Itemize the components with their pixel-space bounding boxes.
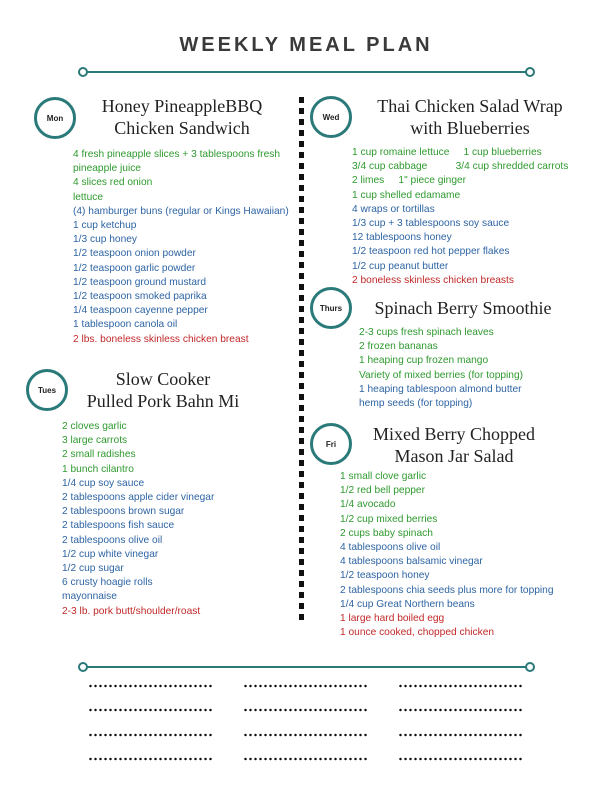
ingredient-item: 1/4 avocado bbox=[340, 499, 396, 511]
ingredient-item: 1 cup ketchup bbox=[73, 220, 137, 232]
blank-write-line[interactable] bbox=[398, 757, 523, 761]
ingredient-item: 3 large carrots bbox=[62, 435, 128, 447]
ingredient-item: 2 tablespoons olive oil bbox=[62, 534, 163, 546]
ingredient-item: 4 tablespoons balsamic vinegar bbox=[340, 556, 483, 568]
blank-write-line[interactable] bbox=[243, 708, 368, 712]
ingredient-item: 1 cup shelled edamame bbox=[352, 189, 461, 201]
recipe-title-line: Chicken Sandwich bbox=[114, 118, 250, 138]
page-title: WEEKLY MEAL PLAN bbox=[179, 34, 433, 56]
recipe-title-line: Mason Jar Salad bbox=[394, 446, 514, 466]
recipe-title-line: Mixed Berry Chopped bbox=[373, 424, 535, 444]
recipe-title-thurs bbox=[358, 297, 568, 319]
ingredient-item: 2 tablespoons fish sauce bbox=[62, 520, 175, 532]
bottom-divider-left-knob bbox=[78, 662, 88, 672]
ingredient-item: 4 fresh pineapple slices + 3 tablespoons fresh bbox=[73, 149, 280, 160]
ingredient-item: 2 tablespoons brown sugar bbox=[62, 506, 185, 518]
day-badge-mon: Mon bbox=[34, 97, 76, 139]
ingredient-item: 2-3 lb. pork butt/shoulder/roast bbox=[62, 605, 201, 617]
ingredient-item: 4 slices red onion bbox=[73, 177, 153, 189]
blank-write-line[interactable] bbox=[398, 684, 523, 688]
recipe-title-line: Spinach Berry Smoothie bbox=[374, 298, 552, 318]
ingredient-item: pineapple juice bbox=[73, 163, 141, 175]
ingredient-item: 1/2 teaspoon smoked paprika bbox=[73, 291, 207, 303]
ingredient-item: 1/2 teaspoon red hot pepper flakes bbox=[352, 246, 510, 258]
ingredient-item: 1 cup romaine lettuce 1 cup blueberries bbox=[352, 147, 542, 158]
recipe-title-mon bbox=[78, 95, 286, 139]
day-badge-fri: Fri bbox=[310, 423, 352, 465]
ingredient-item: hemp seeds (for topping) bbox=[359, 398, 473, 410]
ingredient-item: (4) hamburger buns (regular or Kings Hawaiian) bbox=[73, 205, 289, 217]
blank-write-line[interactable] bbox=[398, 708, 523, 712]
recipe-title-wed bbox=[356, 95, 584, 139]
ingredient-item: 1 tablespoon canola oil bbox=[73, 319, 178, 331]
ingredient-item: 1/2 cup peanut butter bbox=[352, 260, 449, 272]
ingredient-item: 2 limes 1" piece ginger bbox=[352, 175, 467, 187]
recipe-title-line: Slow Cooker bbox=[115, 369, 211, 389]
ingredient-item: 1/3 cup + 3 tablespoons soy sauce bbox=[352, 218, 510, 230]
blank-write-line[interactable] bbox=[398, 733, 523, 737]
recipe-title-fri bbox=[354, 423, 554, 467]
ingredient-item: 3/4 cup cabbage 3/4 cup shredded carrots bbox=[352, 161, 569, 173]
ingredient-item: 1/2 red bell pepper bbox=[340, 485, 425, 497]
ingredient-item: 2 small radishes bbox=[62, 449, 136, 461]
ingredient-list-thurs bbox=[359, 326, 523, 411]
blank-write-line[interactable] bbox=[243, 757, 368, 761]
ingredient-item: 2 frozen bananas bbox=[359, 341, 438, 353]
ingredient-item: 1/2 teaspoon onion powder bbox=[73, 248, 196, 260]
blank-write-line[interactable] bbox=[88, 757, 213, 761]
recipe-title-line: with Blueberries bbox=[410, 118, 530, 138]
recipe-title-line: Thai Chicken Salad Wrap bbox=[377, 96, 563, 116]
blank-write-line[interactable] bbox=[88, 733, 213, 737]
blank-write-line[interactable] bbox=[243, 733, 368, 737]
ingredient-list-fri bbox=[340, 470, 554, 640]
ingredient-item: 1/4 cup Great Northern beans bbox=[340, 598, 475, 610]
blank-write-line[interactable] bbox=[88, 684, 213, 688]
bottom-divider-right-knob bbox=[525, 662, 535, 672]
ingredient-item: 1 small clove garlic bbox=[340, 471, 427, 482]
ingredient-item: 1/2 teaspoon ground mustard bbox=[73, 276, 207, 288]
ingredient-item: mayonnaise bbox=[62, 591, 117, 603]
ingredient-item: 2-3 cups fresh spinach leaves bbox=[359, 327, 494, 338]
ingredient-item: 4 wraps or tortillas bbox=[352, 203, 435, 215]
ingredient-item: 4 tablespoons olive oil bbox=[340, 542, 441, 554]
day-badge-tues: Tues bbox=[26, 369, 68, 411]
ingredient-item: 1/2 cup mixed berries bbox=[340, 513, 438, 525]
blank-write-line[interactable] bbox=[243, 684, 368, 688]
ingredient-item: 1 bunch cilantro bbox=[62, 463, 134, 475]
ingredient-item: 1/4 teaspoon cayenne pepper bbox=[73, 305, 208, 317]
ingredient-item: 1/4 cup soy sauce bbox=[62, 477, 145, 489]
column-separator bbox=[299, 97, 304, 625]
ingredient-item: 2 cups baby spinach bbox=[340, 527, 433, 539]
ingredient-item: 2 tablespoons apple cider vinegar bbox=[62, 492, 215, 504]
ingredient-item: 1/2 cup sugar bbox=[62, 563, 124, 575]
ingredient-item: lettuce bbox=[73, 191, 104, 203]
bottom-divider bbox=[84, 666, 530, 668]
ingredient-item: Variety of mixed berries (for topping) bbox=[359, 369, 524, 381]
ingredient-item: 6 crusty hoagie rolls bbox=[62, 577, 153, 589]
ingredient-item: 1 large hard boiled egg bbox=[340, 613, 445, 625]
day-badge-thurs: Thurs bbox=[310, 287, 352, 329]
recipe-title-line: Pulled Pork Bahn Mi bbox=[86, 391, 240, 411]
ingredient-item: 2 boneless skinless chicken breasts bbox=[352, 274, 514, 286]
ingredient-list-tues bbox=[62, 420, 214, 619]
ingredient-item: 1 heaping cup frozen mango bbox=[359, 355, 489, 367]
day-badge-wed: Wed bbox=[310, 96, 352, 138]
ingredient-item: 1/2 teaspoon honey bbox=[340, 570, 430, 582]
ingredient-item: 2 lbs. boneless skinless chicken breast bbox=[73, 333, 249, 345]
ingredient-item: 1/3 cup honey bbox=[73, 234, 138, 246]
ingredient-item: 12 tablespoons honey bbox=[352, 232, 452, 244]
ingredient-item: 2 cloves garlic bbox=[62, 421, 127, 432]
ingredient-item: 1/2 teaspoon garlic powder bbox=[73, 262, 196, 274]
ingredient-list-wed bbox=[352, 146, 568, 288]
top-divider-right-knob bbox=[525, 67, 535, 77]
recipe-title-tues bbox=[70, 368, 256, 412]
top-divider-left-knob bbox=[78, 67, 88, 77]
ingredient-item: 1 heaping tablespoon almond butter bbox=[359, 383, 522, 395]
top-divider bbox=[84, 71, 530, 73]
ingredient-list-mon bbox=[73, 148, 289, 347]
ingredient-item: 2 tablespoons chia seeds plus more for topping bbox=[340, 584, 554, 596]
recipe-title-line: Honey PineappleBBQ bbox=[101, 96, 263, 116]
ingredient-item: 1 ounce cooked, chopped chicken bbox=[340, 627, 495, 639]
ingredient-item: 1/2 cup white vinegar bbox=[62, 548, 159, 560]
blank-write-line[interactable] bbox=[88, 708, 213, 712]
